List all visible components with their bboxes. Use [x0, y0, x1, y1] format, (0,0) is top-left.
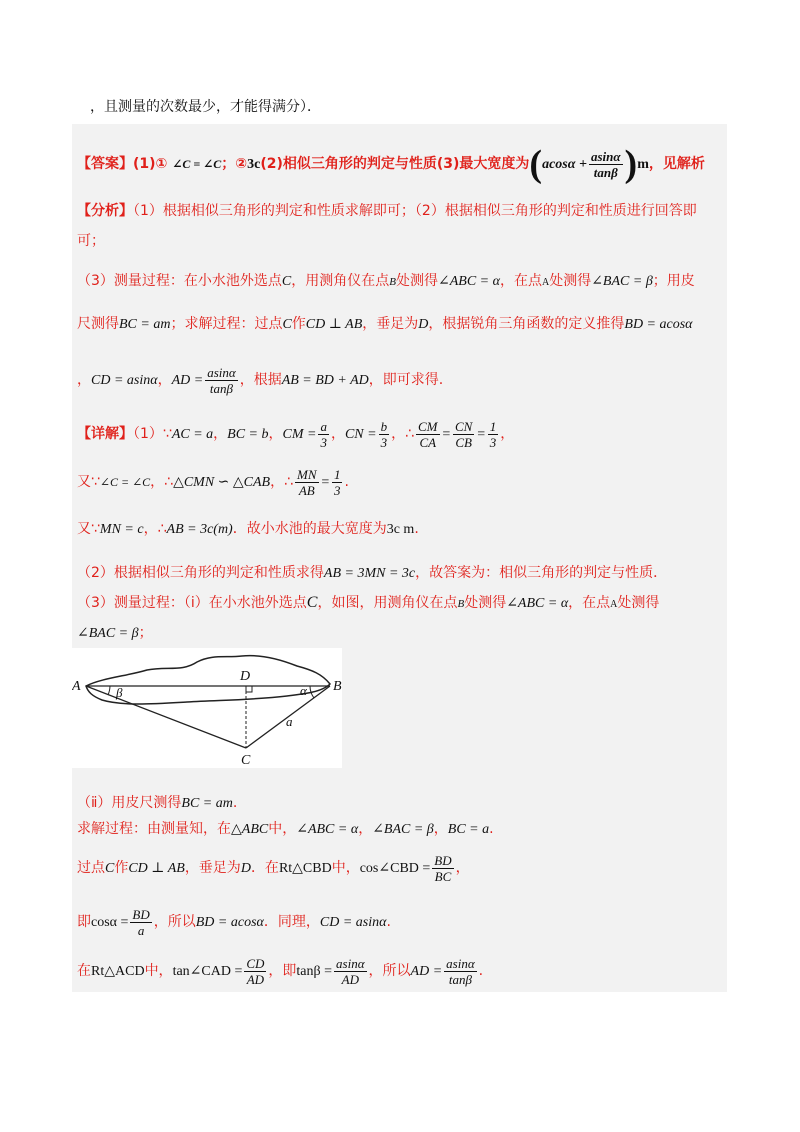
label-a: a [286, 714, 293, 729]
detail-line-8: 求解过程：由测量知，在△ABC中，∠ABC = α，∠BAC = β，BC = a. [77, 821, 494, 837]
segment-AC [86, 686, 246, 748]
analysis-line-2: 可； [77, 233, 105, 249]
detail-line-10: 即cosα = $\frac{BD}{a}$ ，所以BD = acosα．同理，CD = asinα. [77, 906, 391, 938]
angle-beta-arc [108, 686, 110, 695]
analysis-line-1: 【分析】（1）根据相似三角形的判定和性质求解即可；（2）根据相似三角形的判定和性质进行回答即 [77, 203, 697, 219]
detail-line-6: ∠BAC = β； [77, 625, 153, 641]
triangle-diagram [72, 648, 342, 768]
right-angle-mark [246, 686, 252, 692]
label-alpha: α [300, 683, 307, 698]
detail-line-5: （3）测量过程：（ⅰ）在小水池外选点C，如图，用测角仪在点B处测得∠ABC = α，在点A处测得 [77, 594, 660, 611]
label-beta: β [116, 685, 123, 700]
detail-line-7: （ⅱ）用皮尺测得BC = am. [77, 795, 238, 811]
analysis-line-5: ，CD = asinα，AD = $\frac{asin\alpha}{\tan\beta}$ ，根据AB = BD + AD，即可求得. [77, 364, 444, 396]
detail-tag: 【详解】 [77, 426, 133, 442]
detail-line-9: 过点C作CD ⊥ AB，垂足为D．在Rt△CBD中，cos∠CBD = $\frac{BD}{BC}$ ， [77, 852, 470, 884]
detail-line-4: （2）根据相似三角形的判定和性质求得AB = 3MN = 3c，故答案为：相似三角形的判定与性质． [77, 565, 668, 581]
label-C: C [241, 753, 251, 768]
analysis-line-3: （3）测量过程：在小水池外选点C，用测角仪在点B处测得∠ABC = α，在点A处测得∠BAC = β；用皮 [77, 273, 695, 289]
detail-line-1: 【详解】（1）∵AC = a，BC = b，CM = $\frac{a}{3}$ ，CN = $\frac{b}{3}$ ，∴ $\frac{CM}{CA}$ = $\frac{CN}{CB}$ = $\frac{1}{3}$ ， [77, 418, 515, 450]
answer-line: 【答案】(1)① ∠C = ∠C；②3c(2)相似三角形的判定与性质(3)最大宽度为(acosα + $\frac{asin\alpha}{\tan\beta}$ )m，见解析 [77, 143, 705, 185]
measurement-figure [72, 648, 342, 768]
label-B: B [333, 679, 342, 694]
label-D: D [240, 669, 251, 684]
detail-line-2: 又∵∠C = ∠C，∴△CMN ∽ △CAB，∴ $\frac{MN}{AB}$ = $\frac{1}{3}$ . [77, 466, 349, 498]
intro-text: ，且测量的次数最少，才能得满分）． [90, 99, 321, 115]
answer-tag: 【答案】 [77, 156, 133, 172]
analysis-tag: 【分析】 [77, 203, 133, 219]
analysis-line-4: 尺测得BC = am；求解过程：过点C作CD ⊥ AB，垂足为D，根据锐角三角函数的定义推得BD = acosα [77, 316, 693, 332]
pool-outline [86, 656, 330, 704]
detail-line-11: 在Rt△ACD中，tan∠CAD = $\frac{CD}{AD}$ ，即tanβ = $\frac{asin\alpha}{AD}$ ，所以AD = $\frac{asin\alpha}{\tan\beta}$ . [77, 955, 484, 987]
label-A: A [72, 679, 81, 694]
detail-line-3: 又∵MN = c，∴AB = 3c(m)．故小水池的最大宽度为3c m. [77, 521, 419, 537]
